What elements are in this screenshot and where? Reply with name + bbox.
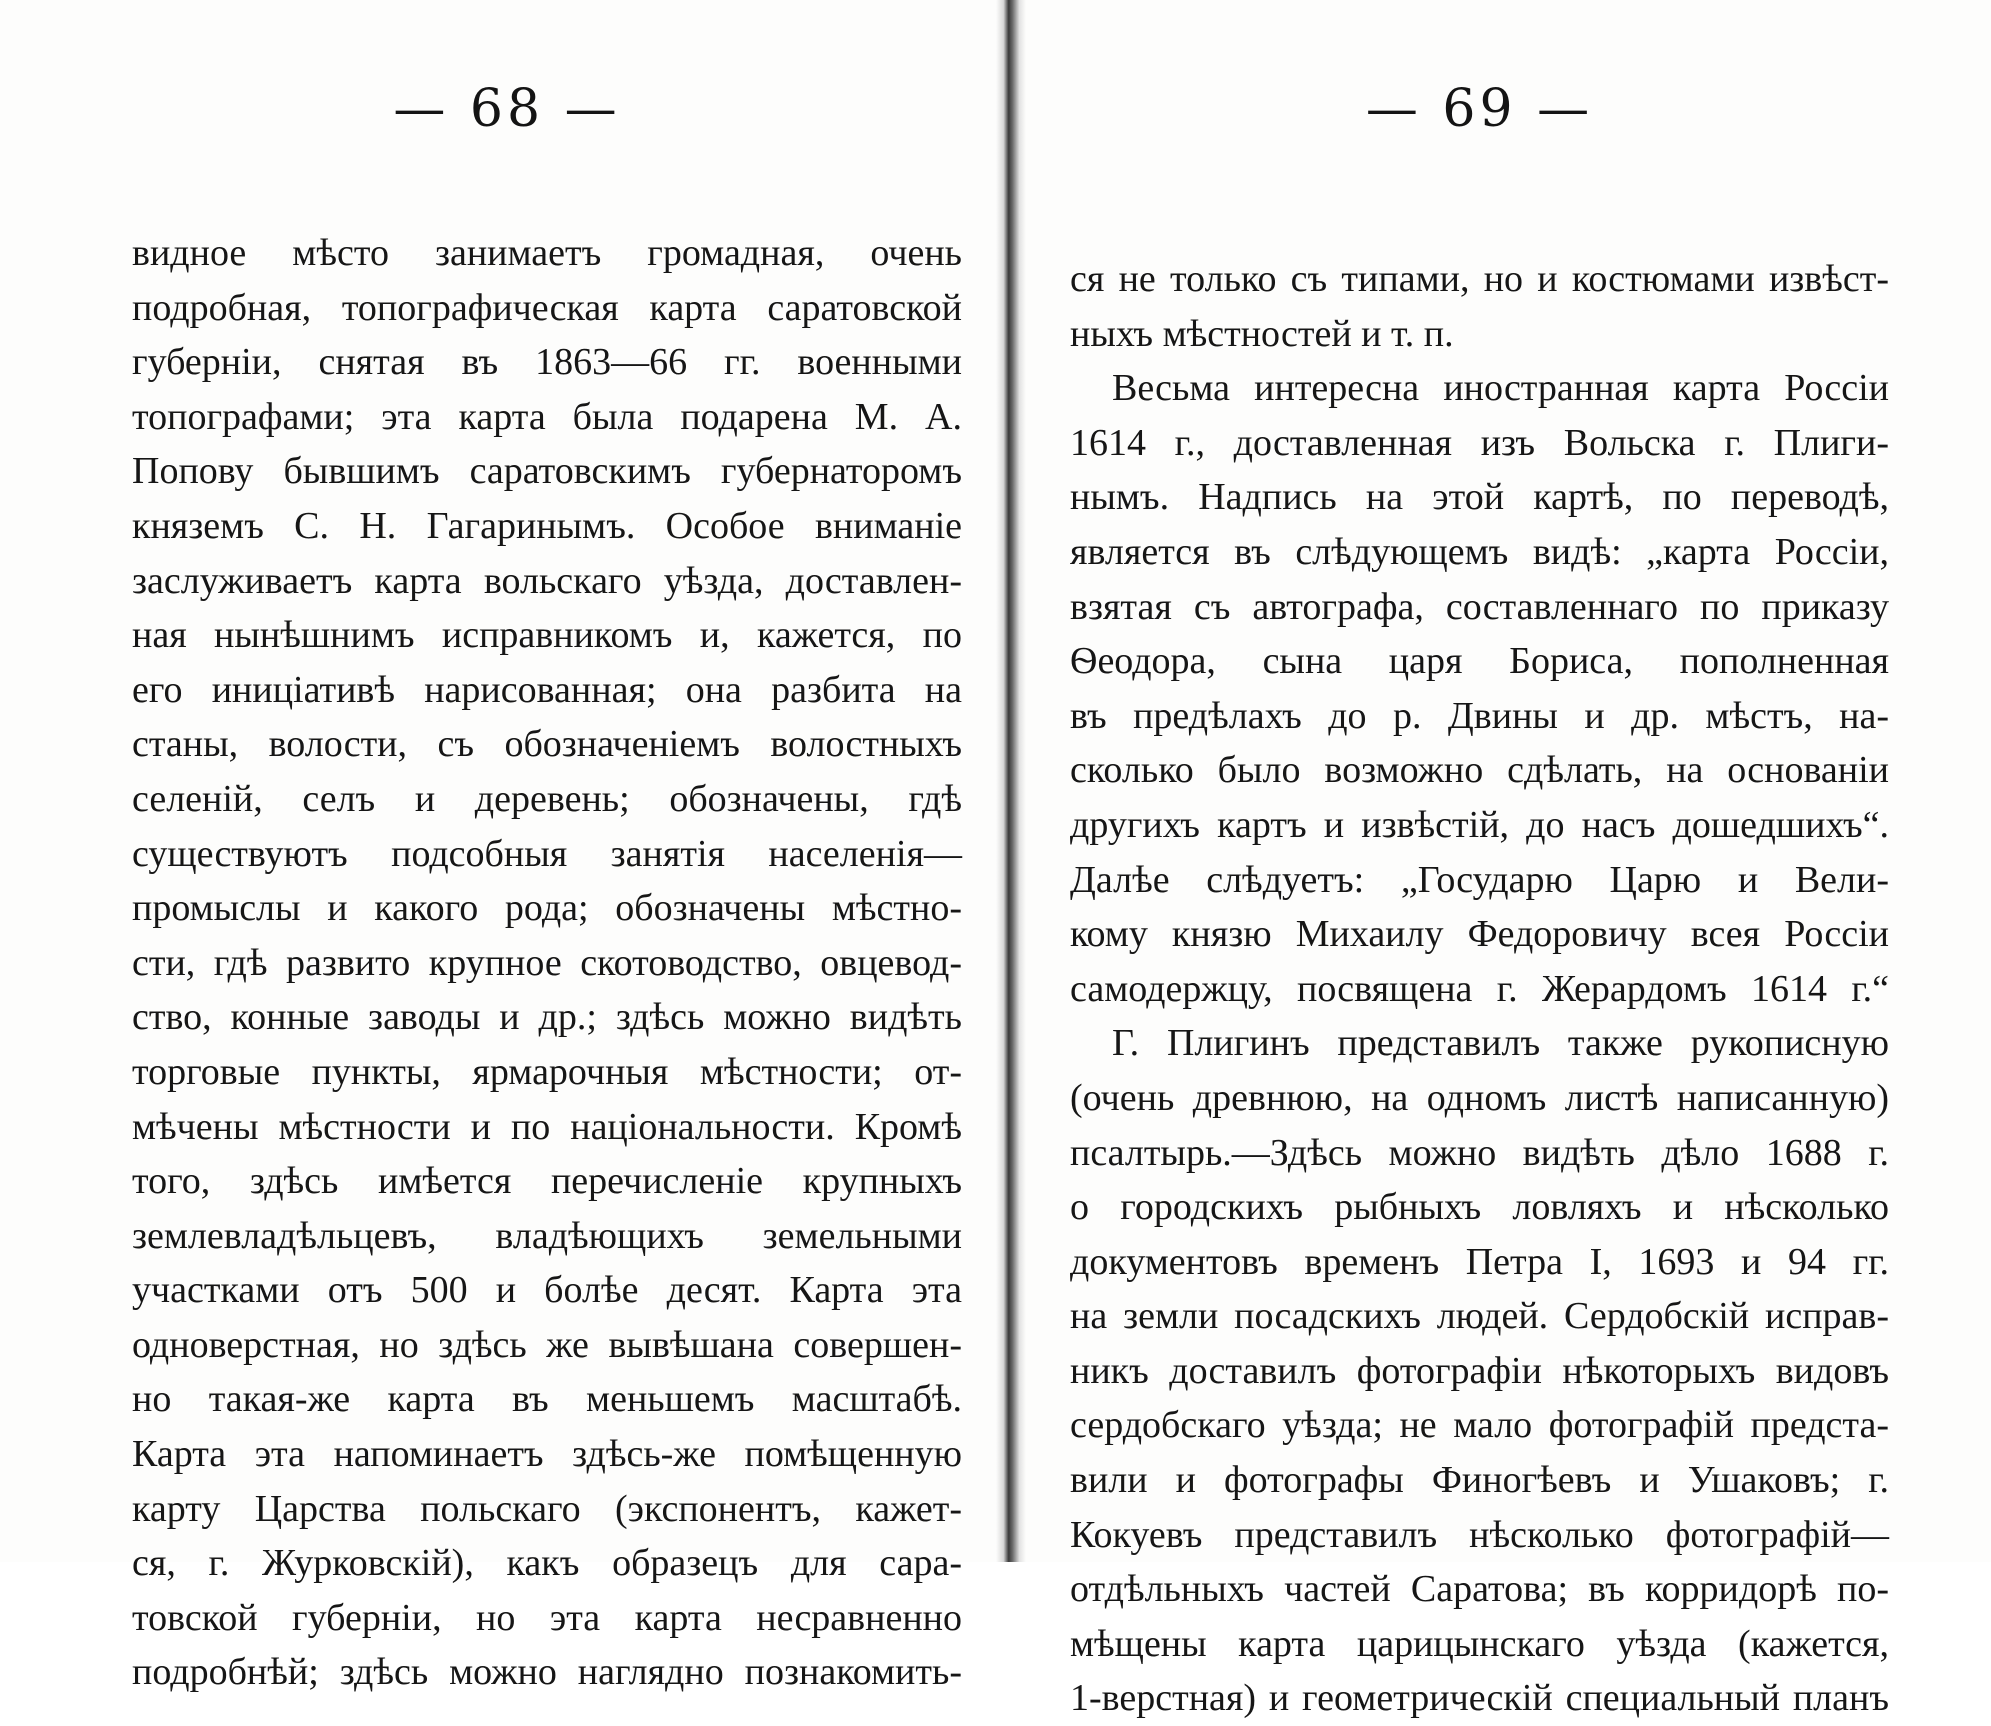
right-page	[1012, 0, 1991, 1720]
text-line: документовъ временъ Петра I, 1693 и 94 гг.	[1070, 1240, 1889, 1283]
text-line: взятая съ автографа, составленнаго по приказу	[1070, 585, 1889, 628]
text-line: торговые пункты, ярмарочныя мѣстности; от-	[132, 1050, 962, 1093]
text-line: сколько было возможно сдѣлать, на основаніи	[1070, 749, 1889, 792]
text-line: на земли посадскихъ людей. Сердобскій исправ-	[1070, 1295, 1889, 1338]
text-line: топографами; эта карта была подарена М. А.	[132, 395, 962, 438]
text-line: Г. Плигинъ представилъ также рукописную	[1112, 1022, 1889, 1065]
text-line: княземъ С. Н. Гагаринымъ. Особое вниманіе	[132, 504, 962, 547]
text-line: 1614 г., доставленная изъ Вольска г. Плиги-	[1070, 421, 1889, 464]
text-line: видное мѣсто занимаетъ громадная, очень	[132, 232, 962, 274]
text-line: карту Царства польскаго (экспонентъ, кажет-	[132, 1487, 962, 1530]
text-line: промыслы и какого рода; обозначены мѣстно-	[132, 887, 962, 930]
text-line: ныхъ мѣстностей и т. п.	[1070, 312, 1454, 355]
text-line: землевладѣльцевъ, владѣющихъ земельными	[132, 1214, 962, 1257]
text-line: мѣчены мѣстности и по національности. Кромѣ	[132, 1105, 962, 1148]
text-line: его иниціативѣ нарисованная; она разбита на	[132, 668, 962, 711]
text-line: одноверстная, но здѣсь же вывѣшана совершен-	[132, 1323, 962, 1366]
text-line: подробнѣй; здѣсь можно наглядно познакомить-	[132, 1651, 962, 1694]
text-line: губерніи, снятая въ 1863—66 гг. военными	[132, 341, 962, 384]
text-line: сердобскаго уѣзда; не мало фотографій предста-	[1070, 1404, 1889, 1447]
text-line: 1-верстная) и геометрическій специальный планъ	[1070, 1677, 1889, 1720]
text-line: того, здѣсь имѣется перечисленіе крупныхъ	[132, 1160, 962, 1203]
text-line: псалтырь.—Здѣсь можно видѣть дѣло 1688 г.	[1070, 1131, 1889, 1174]
text-line: Кокуевъ представилъ нѣсколько фотографій—	[1070, 1513, 1889, 1556]
text-line: мѣщены карта царицынскаго уѣзда (кажется,	[1070, 1622, 1889, 1665]
text-line: Карта эта напоминаетъ здѣсь-же помѣщенную	[132, 1433, 962, 1476]
left-page-number: — 68 —	[393, 79, 621, 139]
right-page-text	[1070, 252, 1889, 1726]
text-line: ся, г. Журковскій), какъ образецъ для сара-	[132, 1542, 962, 1585]
text-line: станы, волости, съ обозначеніемъ волостныхъ	[132, 723, 962, 766]
text-line: сти, гдѣ развито крупное скотоводство, овцевод-	[132, 941, 962, 984]
text-line: въ предѣлахъ до р. Двины и др. мѣстъ, на-	[1070, 694, 1889, 737]
text-line: о городскихъ рыбныхъ ловляхъ и нѣсколько	[1070, 1186, 1889, 1229]
text-line: (очень древнюю, на одномъ листѣ написанную)	[1070, 1076, 1889, 1119]
text-line: товской губерніи, но эта карта несравненно	[132, 1596, 962, 1639]
text-line: никъ доставилъ фотографіи нѣкоторыхъ видовъ	[1070, 1349, 1889, 1392]
text-line: отдѣльныхъ частей Саратова; въ корридорѣ по-	[1070, 1568, 1889, 1611]
text-line: Ѳеодора, сына царя Бориса, пополненная	[1070, 640, 1889, 683]
text-line: но такая-же карта въ меньшемъ масштабѣ.	[132, 1378, 962, 1421]
text-line: другихъ картъ и извѣстій, до насъ дошедшихъ“.	[1070, 803, 1889, 846]
text-line: ство, конные заводы и др.; здѣсь можно видѣть	[132, 996, 962, 1039]
right-page-number: — 69 —	[1365, 79, 1594, 139]
text-line: является въ слѣдующемъ видѣ: „карта Россіи,	[1070, 530, 1889, 573]
text-line: самодержцу, посвящена г. Жерардомъ 1614 г.“	[1070, 967, 1889, 1010]
text-line: Далѣе слѣдуетъ: „Государю Царю и Вели-	[1070, 858, 1889, 901]
text-line: селеній, селъ и деревень; обозначены, гдѣ	[132, 777, 962, 820]
text-line: нымъ. Надпись на этой картѣ, по переводѣ,	[1070, 476, 1889, 519]
text-line: участками отъ 500 и болѣе десят. Карта эта	[132, 1269, 962, 1312]
text-line: вили и фотографы Финогѣевъ и Ушаковъ; г.	[1070, 1459, 1889, 1502]
text-line: заслуживаетъ карта вольскаго уѣзда, доставлен-	[132, 559, 962, 602]
text-line: ся не только съ типами, но и костюмами извѣст-	[1070, 258, 1889, 300]
text-line: Попову бывшимъ саратовскимъ губернаторомъ	[132, 450, 962, 493]
text-line: подробная, топографическая карта саратовской	[132, 286, 962, 329]
text-line: существуютъ подсобныя занятія населенія—	[132, 832, 962, 875]
text-line: Весьма интересна иностранная карта Россіи	[1112, 367, 1889, 410]
left-page-text	[132, 226, 962, 1700]
left-page	[0, 0, 1000, 1694]
text-line: кому князю Михаилу Федоровичу всея Россіи	[1070, 913, 1889, 956]
text-line: ная нынѣшнимъ исправникомъ и, кажется, по	[132, 614, 962, 657]
